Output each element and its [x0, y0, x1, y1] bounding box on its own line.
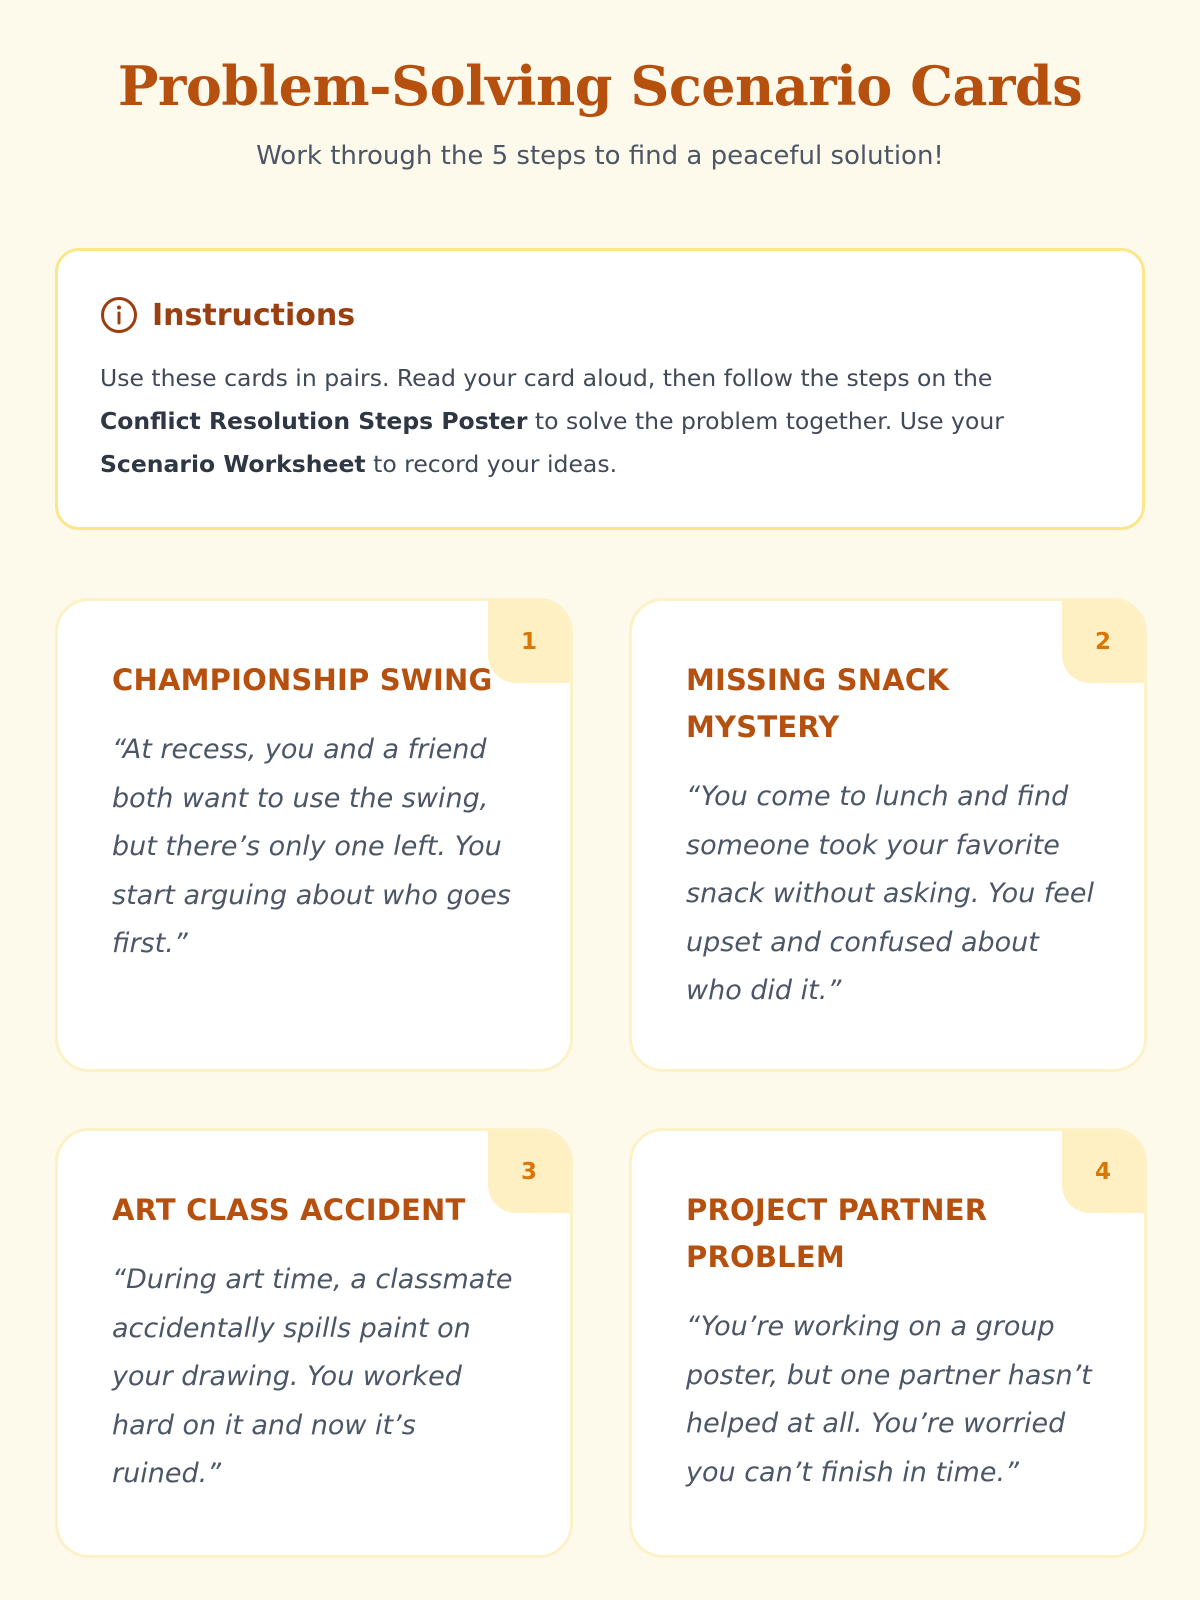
instructions-text-part: to record your ideas.: [365, 450, 618, 478]
scenario-card: [55, 1128, 573, 1558]
card-title: CHAMPIONSHIP SWING: [112, 663, 493, 697]
card-number-badge: 1: [488, 601, 570, 683]
card-number-badge: 3: [488, 1131, 570, 1213]
card-number-badge: 2: [1062, 601, 1144, 683]
instructions-text: [100, 357, 1100, 486]
scenario-card: [629, 1128, 1147, 1558]
card-scenario-text: “You come to lunch and find someone took your favorite snack without asking. You feel upset and confused about who did it.”: [686, 781, 1095, 1006]
instructions-title: Instructions: [152, 297, 356, 333]
scenario-card: [55, 598, 573, 1072]
card-number-badge: 4: [1062, 1131, 1144, 1213]
info-icon: [100, 296, 138, 334]
scenario-card: [629, 598, 1147, 1072]
worksheet-reference: Scenario Worksheet: [100, 450, 366, 478]
card-scenario-text: “You’re working on a group poster, but one partner hasn’t helped at all. You’re worried you can’t finish in time.”: [686, 1311, 1092, 1488]
card-title: ART CLASS ACCIDENT: [112, 1193, 466, 1227]
instructions-text-part: to solve the problem together. Use your: [527, 407, 1004, 435]
card-scenario-text: “At recess, you and a friend both want to use the swing, but there’s only one left. You start arguing about who goes first.”: [112, 734, 511, 959]
instructions-header: [100, 295, 1100, 335]
instructions-panel: [55, 248, 1145, 530]
poster-reference: Conflict Resolution Steps Poster: [100, 407, 528, 435]
card-title: MISSING SNACK MYSTERY: [686, 663, 950, 744]
card-title: PROJECT PARTNER PROBLEM: [686, 1193, 988, 1274]
page-subtitle: Work through the 5 steps to find a peaceful solution!: [256, 141, 944, 171]
page-title: Problem-Solving Scenario Cards: [117, 54, 1083, 118]
instructions-text-part: Use these cards in pairs. Read your card aloud, then follow the steps on the: [100, 364, 993, 392]
card-scenario-text: “During art time, a classmate accidentally spills paint on your drawing. You worked hard on it and now it’s ruined.”: [112, 1264, 513, 1489]
